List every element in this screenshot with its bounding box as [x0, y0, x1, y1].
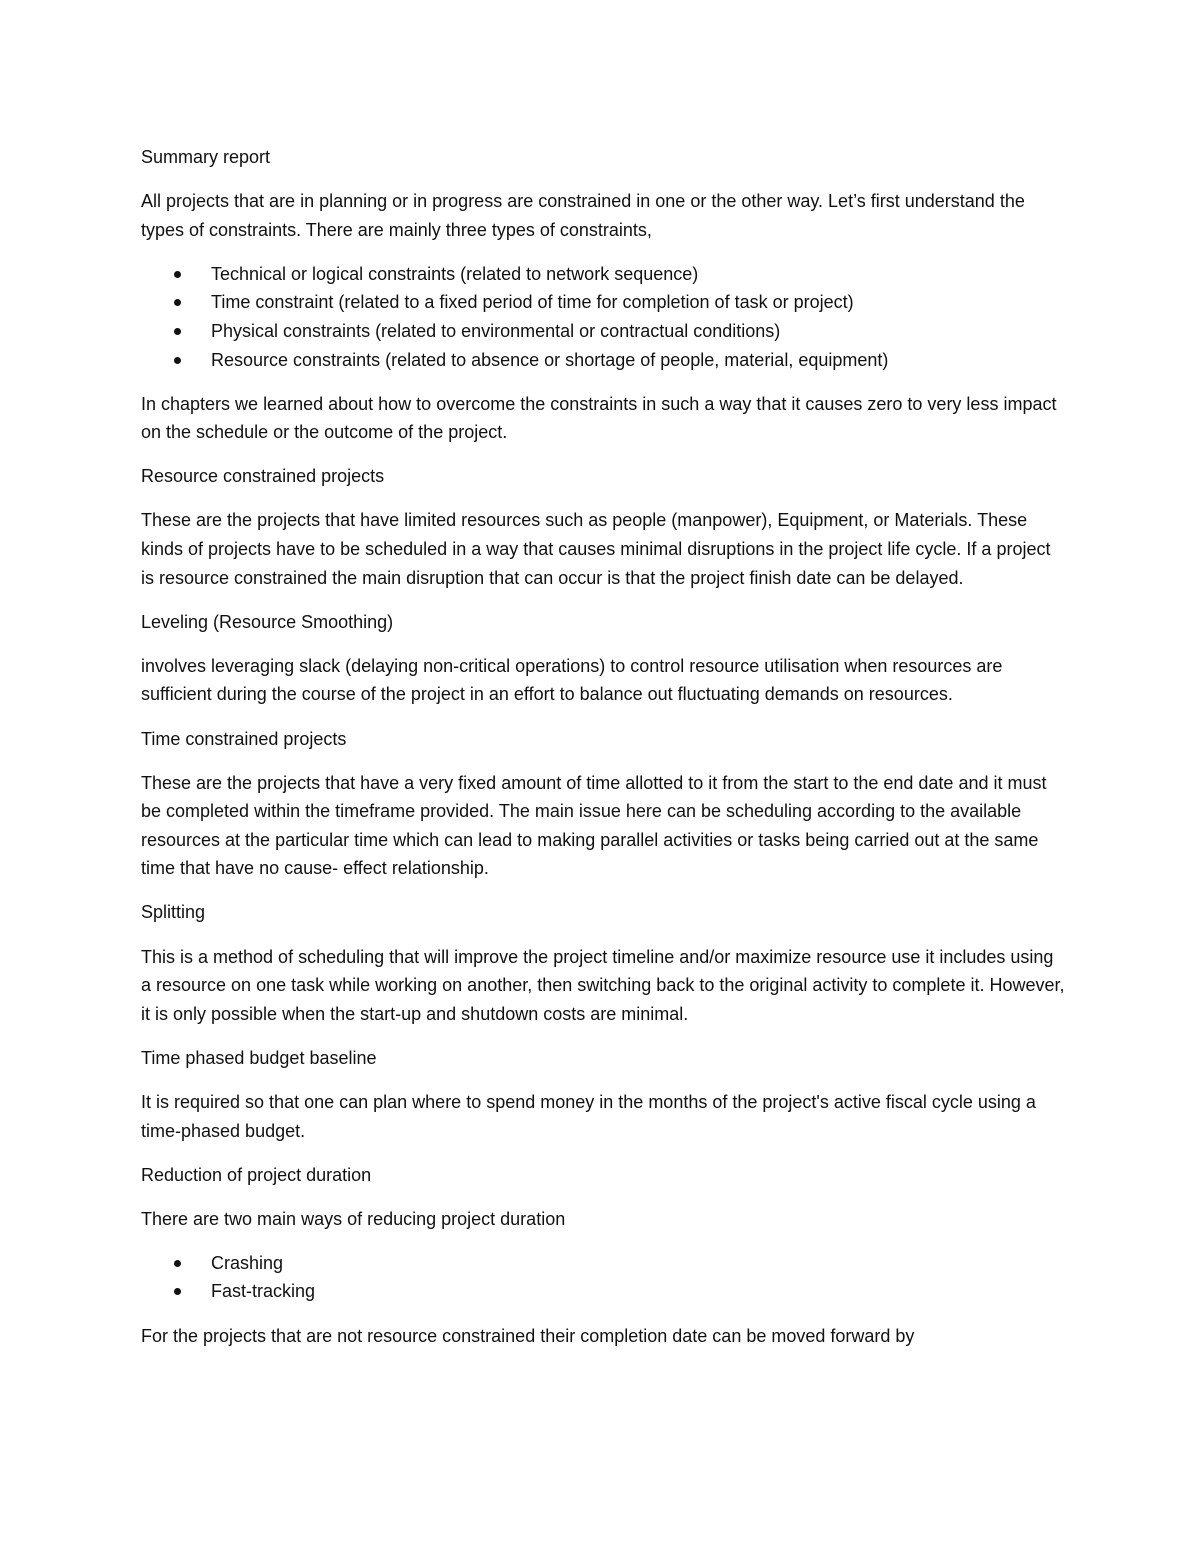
list-item-text: Physical constraints (related to environmental or contractual conditions) — [211, 320, 781, 341]
section-body-time-constrained: These are the projects that have a very fixed amount of time allotted to it from the start to the end date and it must be completed within the timeframe provided. The main issue here can be scheduling according to the available resources at the particular time which can lead to making parallel activities or tasks being carried out at the same time that have no cause- effect relationship. — [141, 772, 1047, 879]
list-item — [141, 288, 1066, 317]
list-item — [141, 317, 1066, 346]
section-heading-leveling: Leveling (Resource Smoothing) — [141, 611, 394, 632]
document-page — [141, 143, 1066, 1366]
list-item — [141, 1249, 1066, 1278]
list-item-text: Fast-tracking — [211, 1281, 316, 1302]
list-item — [141, 260, 1066, 289]
section-heading-budget-baseline: Time phased budget baseline — [141, 1047, 377, 1068]
reduction-methods-list — [141, 1249, 1066, 1306]
document-title: Summary report — [141, 147, 271, 167]
section-body-budget-baseline: It is required so that one can plan where to spend money in the months of the project's active fiscal cycle using a time-phased budget. — [141, 1091, 1036, 1141]
section-heading-reduction: Reduction of project duration — [141, 1164, 372, 1185]
list-item — [141, 346, 1066, 375]
constraint-types-list — [141, 260, 1066, 374]
bullet-icon — [174, 1288, 181, 1295]
section-body-splitting: This is a method of scheduling that will improve the project timeline and/or maximize resource use it includes using a resource on one task while working on another, then switching back to the original activity to complete it. However, it is only possible when the start-up and shutdown costs are minimal. — [141, 946, 1065, 1024]
list-item-text: Crashing — [211, 1252, 284, 1273]
bullet-icon — [174, 299, 181, 306]
bullet-icon — [174, 328, 181, 335]
section-body-leveling: involves leveraging slack (delaying non-critical operations) to control resource utilisation when resources are sufficient during the course of the project in an effort to balance out fluctuating demands on resources. — [141, 655, 1003, 705]
bullet-icon — [174, 1260, 181, 1267]
bullet-icon — [174, 357, 181, 364]
chapters-paragraph: In chapters we learned about how to overcome the constraints in such a way that it causes zero to very less impact on the schedule or the outcome of the project. — [141, 393, 1057, 443]
section-body-resource-constrained: These are the projects that have limited resources such as people (manpower), Equipment, or Materials. These kinds of projects have to be scheduled in a way that causes minimal disruptions in the project life cycle. If a project is resource constrained the main disruption that can occur is that the project finish date can be delayed. — [141, 510, 1051, 588]
intro-paragraph: All projects that are in planning or in progress are constrained in one or the other way. Let’s first understand the types of constraints. There are mainly three types of constraints, — [141, 191, 1025, 240]
section-heading-resource-constrained: Resource constrained projects — [141, 466, 385, 487]
bullet-icon — [174, 271, 181, 278]
list-item-text: Technical or logical constraints (related to network sequence) — [211, 263, 699, 284]
section-heading-time-constrained: Time constrained projects — [141, 728, 347, 749]
section-heading-splitting: Splitting — [141, 902, 206, 923]
list-item — [141, 1277, 1066, 1306]
list-item-text: Resource constraints (related to absence or shortage of people, material, equipment) — [211, 349, 889, 370]
section-body-reduction: There are two main ways of reducing project duration — [141, 1208, 566, 1229]
list-item-text: Time constraint (related to a fixed period of time for completion of task or project) — [211, 292, 854, 313]
closing-paragraph: For the projects that are not resource constrained their completion date can be moved forward by — [141, 1325, 915, 1346]
